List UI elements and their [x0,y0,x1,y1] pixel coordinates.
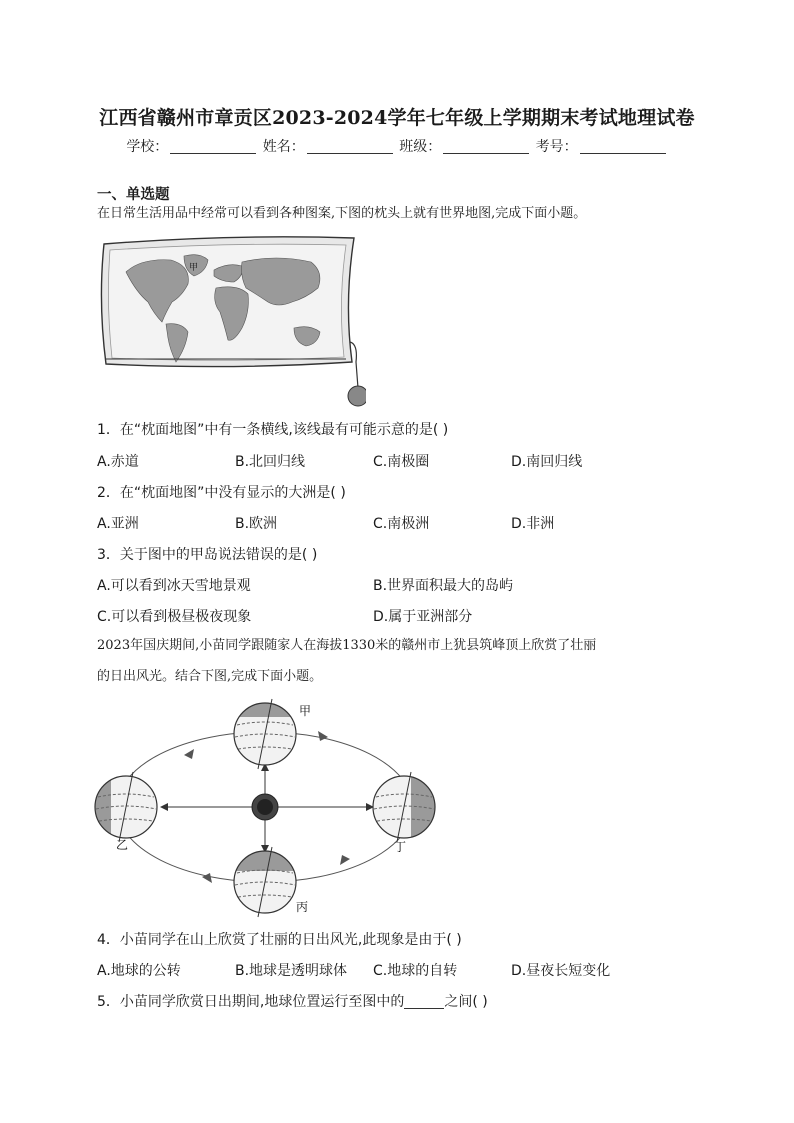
orbit-label-bing: 丙 [296,900,309,914]
school-blank[interactable] [170,139,256,154]
q1-option-b[interactable]: B.北回归线 [235,454,306,470]
question-3: 3．关于图中的甲岛说法错误的是( ) [97,547,318,563]
q4-option-a[interactable]: A.地球的公转 [97,963,181,979]
q4-option-c[interactable]: C.地球的自转 [373,963,458,979]
student-info-line [0,136,794,156]
name-blank[interactable] [307,139,393,154]
q2-option-d[interactable]: D.非洲 [511,516,555,532]
q2-option-c[interactable]: C.南极洲 [373,516,430,532]
orbit-label-jia: 甲 [299,704,312,718]
orbit-label-ding: 丁 [394,840,407,854]
number-label: 考号： [535,139,578,155]
class-label: 班级： [399,139,442,155]
intro-text-2-line2: 的日出风光。结合下图,完成下面小题。 [97,669,323,684]
number-blank[interactable] [580,139,666,154]
exam-title: 江西省赣州市章贡区2023-2024学年七年级上学期期末考试地理试卷 [99,107,695,129]
q3-option-b[interactable]: B.世界面积最大的岛屿 [373,578,514,594]
earth-orbit-figure [92,697,442,921]
class-blank[interactable] [443,139,529,154]
q1-option-c[interactable]: C.南极圈 [373,454,430,470]
q1-option-a[interactable]: A.赤道 [97,454,139,470]
q5-stem-after: 之间( ) [444,994,488,1010]
question-1: 1．在“枕面地图”中有一条横线,该线最有可能示意的是( ) [97,422,449,438]
q4-option-b[interactable]: B.地球是透明球体 [235,963,348,979]
q4-option-d[interactable]: D.昼夜长短变化 [511,963,611,979]
section-heading: 一、单选题 [97,187,170,203]
label-jia: 甲 [189,263,199,273]
q5-answer-blank[interactable] [404,994,444,1009]
question-4: 4．小苗同学在山上欣赏了壮丽的日出风光,此现象是由于( ) [97,932,462,948]
question-2: 2．在“枕面地图”中没有显示的大洲是( ) [97,485,346,501]
q3-option-d[interactable]: D.属于亚洲部分 [373,609,473,625]
q2-option-b[interactable]: B.欧洲 [235,516,278,532]
pillow-map-figure [96,232,366,408]
pillow-tag [350,342,358,388]
name-label: 姓名： [262,139,305,155]
q1-option-d[interactable]: D.南回归线 [511,454,583,470]
q5-stem-before: 5．小苗同学欣赏日出期间,地球位置运行至图中的 [97,994,405,1010]
school-label: 学校： [126,139,169,155]
intro-text-2-line1: 2023年国庆期间,小苗同学跟随家人在海拔1330米的赣州市上犹县筑峰顶上欣赏了壮丽 [97,638,597,653]
pillow-tassel [348,386,366,406]
orbit-label-yi: 乙 [116,838,129,852]
intro-text-1: 在日常生活用品中经常可以看到各种图案,下图的枕头上就有世界地图,完成下面小题。 [97,206,587,221]
q3-option-a[interactable]: A.可以看到冰天雪地景观 [97,578,251,594]
q2-option-a[interactable]: A.亚洲 [97,516,139,532]
q3-option-c[interactable]: C.可以看到极昼极夜现象 [97,609,252,625]
question-5 [97,991,488,1011]
